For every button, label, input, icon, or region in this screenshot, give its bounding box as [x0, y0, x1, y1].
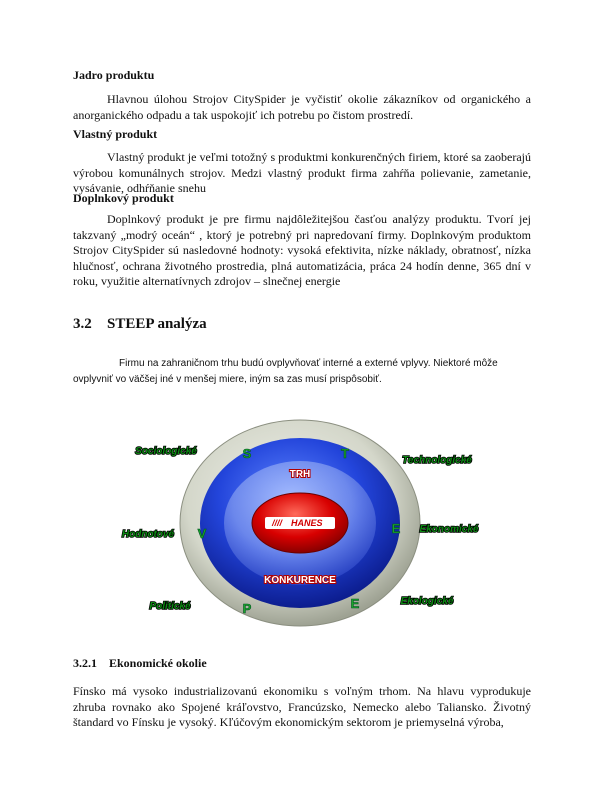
- section-number-steep: 3.2: [73, 316, 92, 332]
- heading-vlastny-produkt: Vlastný produkt: [73, 127, 158, 141]
- steep-diagram-svg: [100, 418, 500, 628]
- letter-t: T: [341, 446, 349, 461]
- letter-e-ekologicke: E: [350, 596, 360, 611]
- hanes-logo-stripes: ////: [272, 518, 283, 528]
- paragraph-steep-intro: [73, 356, 533, 388]
- label-technologicke: Technologické: [402, 455, 472, 466]
- paragraph-jadro-produktu: [73, 92, 531, 123]
- label-politicke: Politické: [149, 601, 191, 612]
- paragraph-jadro-text: Hlavnou úlohou Strojov CitySpider je vyčistiť okolie zákazníkov od organického a anorganického odpadu a tak uspokojiť ich potrebu po čistom prostredí.: [73, 92, 531, 122]
- subsection-title-text: Ekonomické okolie: [109, 656, 207, 670]
- subsection-title-ekonomicke: [73, 656, 207, 671]
- paragraph-vlastny-text: Vlastný produkt je veľmi totožný s produktmi konkurenčných firiem, ktoré sa zaoberajú výrobou komunálnych strojov. Medzi vlastný produkt firma zahŕňa polievanie, zametanie, vysávanie, odhŕňanie snehu: [73, 150, 531, 195]
- label-ekologicke: Ekologické: [400, 596, 454, 607]
- paragraph-ekonomicke-okolie: Fínsko má vysoko industrializovanú ekonomiku s voľným trhom. Na hlavu vyprodukuje zhruba rovnako ako Spojené kráľovstvo, Francúzsko, Nemecko alebo Taliansko. Životný štandard vo Fínsku je vysoký. Kľúčovým ekonomickým sektorom je priemyselná výroba,: [73, 684, 531, 729]
- heading-doplnkovy-produkt: Doplnkový produkt: [73, 191, 174, 205]
- paragraph-steep-intro-text: Firmu na zahraničnom trhu budú ovplyvňovať interné a externé vplyvy. Niektoré môže ovplyvniť vo väčšej iné v menšej miere, iným sa zas musí prispôsobiť.: [73, 358, 498, 385]
- letter-s: S: [242, 446, 252, 461]
- paragraph-doplnkovy-produkt: [73, 212, 531, 290]
- section-title-steep-text: STEEP analýza: [107, 316, 207, 332]
- label-trh: TRH: [289, 469, 311, 480]
- paragraph-doplnkovy-text: Doplnkový produkt je pre firmu najdôležitejšou časťou analýzy produktu. Tvorí jej takzvaný „modrý oceán“ , ktorý je potrebný pri napredovaní firmy. Doplnkovým produktom Strojov CitySpider sú nasledovné hodnoty: vysoká efektivita, nízke náklady, obratnosť, nízka hlučnosť, ochrana životného prostredia, plná automatizácia, práca 24 hodín denne, 365 dní v roku, využitie alternatívnych zdrojov – slnečnej energie: [73, 212, 531, 288]
- letter-p: P: [242, 601, 252, 616]
- steep-diagram: [100, 418, 500, 628]
- label-ekonomicke: Ekonomické: [419, 524, 479, 535]
- label-konkurence: KONKURENCE: [264, 575, 336, 586]
- letter-e-ekonomicke: E: [391, 521, 401, 536]
- heading-jadro-produktu: Jadro produktu: [73, 68, 155, 82]
- paragraph-vlastny-produkt: [73, 150, 531, 197]
- section-title-steep: [73, 316, 207, 333]
- letter-v: V: [197, 526, 207, 541]
- subsection-number: 3.2.1: [73, 656, 97, 670]
- label-hodnotove: Hodnotové: [121, 529, 175, 540]
- label-sociologicke: Sociologické: [135, 446, 197, 457]
- hanes-logo: HANES: [291, 518, 323, 528]
